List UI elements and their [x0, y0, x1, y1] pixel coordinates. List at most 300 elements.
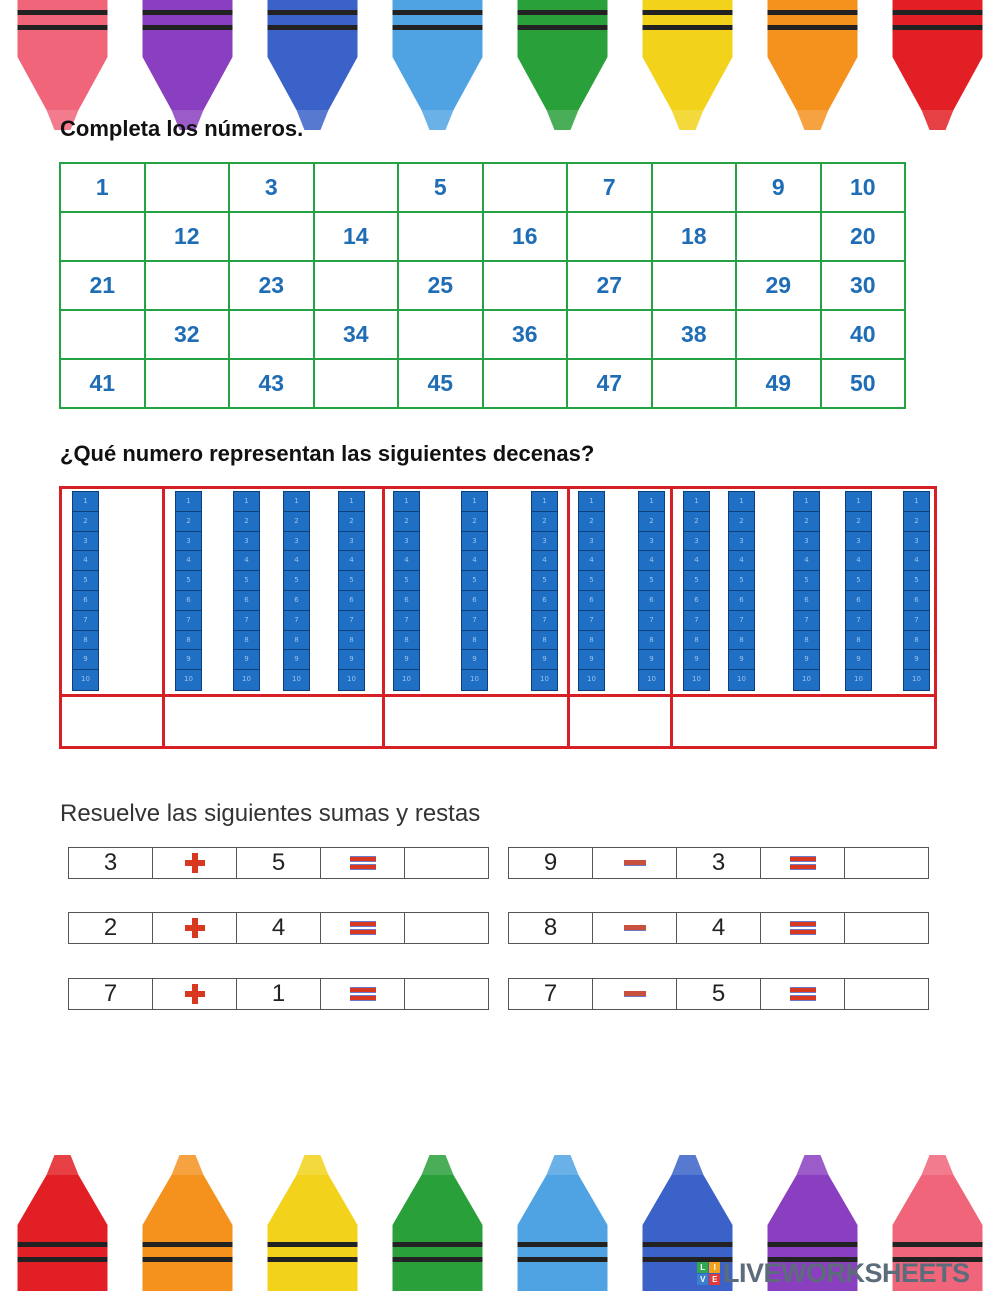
grid-blank-cell[interactable]: [145, 261, 230, 310]
unit-cube: 1: [284, 492, 309, 512]
grid-number-cell: 36: [483, 310, 568, 359]
logo-letter: L: [697, 1262, 708, 1273]
grid-title: Completa los números.: [60, 116, 304, 141]
crayon-2: [143, 1155, 233, 1291]
unit-cube: 1: [234, 492, 259, 512]
unit-cube: 5: [639, 571, 664, 591]
grid-number-cell: 43: [229, 359, 314, 408]
grid-number-cell: 50: [821, 359, 906, 408]
crayon-5: [518, 0, 608, 130]
crayon-3: [268, 1155, 358, 1291]
grid-blank-cell[interactable]: [567, 310, 652, 359]
unit-cube: 4: [904, 551, 929, 571]
equals-icon: [790, 856, 816, 870]
tens-blocks-panel: [59, 486, 937, 749]
unit-cube: 4: [73, 551, 98, 571]
grid-blank-cell[interactable]: [736, 212, 821, 261]
operator-cell: [593, 848, 677, 878]
unit-cube: 7: [73, 611, 98, 631]
subtraction-row: [508, 978, 929, 1010]
subtraction-row: [508, 847, 929, 879]
equals-icon: [350, 856, 376, 870]
unit-cube: 6: [394, 591, 419, 611]
ten-rod: [393, 491, 420, 691]
minus-icon: [624, 925, 646, 931]
unit-cube: 8: [339, 631, 364, 651]
unit-cube: 5: [234, 571, 259, 591]
operand-b: 5: [677, 979, 761, 1009]
unit-cube: 4: [176, 551, 201, 571]
unit-cube: 10: [587, 675, 596, 684]
unit-cube: 3: [904, 532, 929, 552]
grid-number-cell: 25: [398, 261, 483, 310]
operand-a: 9: [509, 848, 593, 878]
unit-cube: 4: [339, 551, 364, 571]
unit-cube: 5: [846, 571, 871, 591]
unit-cube: 8: [639, 631, 664, 651]
crayon-8: [893, 0, 983, 130]
grid-blank-cell[interactable]: [652, 359, 737, 408]
result-input[interactable]: [405, 979, 488, 1009]
unit-cube: 10: [184, 675, 193, 684]
unit-cube: 6: [532, 591, 557, 611]
unit-cube: 10: [692, 675, 701, 684]
equals-cell: [321, 848, 405, 878]
ten-rod: [175, 491, 202, 691]
unit-cube: 10: [81, 675, 90, 684]
unit-cube: 10: [802, 675, 811, 684]
unit-cube: 6: [639, 591, 664, 611]
operand-b: 1: [237, 979, 321, 1009]
unit-cube: 6: [729, 591, 754, 611]
unit-cube: 2: [729, 512, 754, 532]
plus-icon: [185, 918, 205, 938]
unit-cube: 6: [339, 591, 364, 611]
unit-cube: 2: [846, 512, 871, 532]
unit-cube: 8: [532, 631, 557, 651]
operand-a: 7: [69, 979, 153, 1009]
unit-cube: 10: [737, 675, 746, 684]
crayon-3: [268, 0, 358, 130]
operand-b: 5: [237, 848, 321, 878]
ten-rod: [283, 491, 310, 691]
ten-rod: [793, 491, 820, 691]
logo-letter: V: [697, 1274, 708, 1285]
grid-blank-cell[interactable]: [398, 310, 483, 359]
unit-cube: 5: [684, 571, 709, 591]
unit-cube: 10: [854, 675, 863, 684]
unit-cube: 4: [579, 551, 604, 571]
unit-cube: 2: [579, 512, 604, 532]
top-crayons-art: [0, 0, 1000, 135]
grid-number-cell: 20: [821, 212, 906, 261]
unit-cube: 9: [846, 650, 871, 670]
unit-cube: 3: [176, 532, 201, 552]
tens-group-2: [165, 489, 385, 694]
ten-rod: [845, 491, 872, 691]
grid-blank-cell[interactable]: [60, 310, 145, 359]
tens-answer-box-2[interactable]: [165, 694, 385, 746]
unit-cube: 5: [794, 571, 819, 591]
unit-cube: 1: [394, 492, 419, 512]
unit-cube: 3: [639, 532, 664, 552]
equals-icon: [790, 987, 816, 1001]
unit-cube: 9: [684, 650, 709, 670]
grid-row: [60, 163, 905, 212]
unit-cube: 8: [846, 631, 871, 651]
unit-cube: 6: [284, 591, 309, 611]
equals-cell: [761, 848, 845, 878]
grid-number-cell: 3: [229, 163, 314, 212]
unit-cube: 7: [729, 611, 754, 631]
grid-blank-cell[interactable]: [314, 261, 399, 310]
operator-cell: [153, 913, 237, 943]
unit-cube: 3: [846, 532, 871, 552]
operand-b: 3: [677, 848, 761, 878]
unit-cube: 9: [284, 650, 309, 670]
unit-cube: 5: [73, 571, 98, 591]
unit-cube: 2: [639, 512, 664, 532]
unit-cube: 4: [639, 551, 664, 571]
unit-cube: 10: [347, 675, 356, 684]
unit-cube: 2: [234, 512, 259, 532]
equals-cell: [761, 913, 845, 943]
result-input[interactable]: [845, 979, 928, 1009]
grid-number-cell: 23: [229, 261, 314, 310]
grid-number-cell: 21: [60, 261, 145, 310]
tens-group-3: [385, 489, 570, 694]
grid-row: [60, 212, 905, 261]
unit-cube: 3: [579, 532, 604, 552]
unit-cube: 8: [729, 631, 754, 651]
unit-cube: 9: [176, 650, 201, 670]
operator-cell: [593, 913, 677, 943]
unit-cube: 9: [462, 650, 487, 670]
grid-number-cell: 47: [567, 359, 652, 408]
crayon-6: [643, 0, 733, 130]
unit-cube: 10: [912, 675, 921, 684]
unit-cube: 2: [73, 512, 98, 532]
addition-row: [68, 847, 489, 879]
unit-cube: 5: [729, 571, 754, 591]
operand-a: 8: [509, 913, 593, 943]
subtraction-row: [508, 912, 929, 944]
equals-cell: [321, 979, 405, 1009]
unit-cube: 2: [462, 512, 487, 532]
unit-cube: 8: [284, 631, 309, 651]
unit-cube: 6: [846, 591, 871, 611]
ten-rod: [638, 491, 665, 691]
unit-cube: 10: [470, 675, 479, 684]
unit-cube: 6: [73, 591, 98, 611]
unit-cube: 7: [532, 611, 557, 631]
unit-cube: 1: [846, 492, 871, 512]
tens-group-5: [673, 489, 934, 694]
equals-icon: [790, 921, 816, 935]
watermark-text: LIVEWORKSHEETS: [723, 1258, 970, 1288]
grid-blank-cell[interactable]: [483, 261, 568, 310]
unit-cube: 10: [242, 675, 251, 684]
grid-row: [60, 310, 905, 359]
unit-cube: 6: [234, 591, 259, 611]
tens-answer-box-1[interactable]: [62, 694, 165, 746]
plus-icon: [185, 984, 205, 1004]
liveworksheets-logo-icon: [697, 1262, 720, 1285]
unit-cube: 6: [579, 591, 604, 611]
ten-rod: [338, 491, 365, 691]
unit-cube: 8: [904, 631, 929, 651]
operand-b: 4: [677, 913, 761, 943]
unit-cube: 9: [729, 650, 754, 670]
equals-icon: [350, 987, 376, 1001]
grid-number-cell: 49: [736, 359, 821, 408]
unit-cube: 2: [532, 512, 557, 532]
result-input[interactable]: [405, 913, 488, 943]
unit-cube: 9: [234, 650, 259, 670]
tens-answer-box-4[interactable]: [570, 694, 673, 746]
crayon-1: [18, 1155, 108, 1291]
grid-blank-cell[interactable]: [229, 310, 314, 359]
grid-row: [60, 359, 905, 408]
unit-cube: 5: [394, 571, 419, 591]
unit-cube: 3: [684, 532, 709, 552]
ten-rod: [72, 491, 99, 691]
grid-number-cell: 38: [652, 310, 737, 359]
unit-cube: 5: [462, 571, 487, 591]
unit-cube: 4: [532, 551, 557, 571]
unit-cube: 8: [684, 631, 709, 651]
unit-cube: 9: [394, 650, 419, 670]
unit-cube: 3: [394, 532, 419, 552]
unit-cube: 4: [394, 551, 419, 571]
unit-cube: 3: [73, 532, 98, 552]
unit-cube: 2: [394, 512, 419, 532]
unit-cube: 6: [176, 591, 201, 611]
unit-cube: 1: [794, 492, 819, 512]
unit-cube: 1: [579, 492, 604, 512]
unit-cube: 7: [639, 611, 664, 631]
unit-cube: 5: [904, 571, 929, 591]
unit-cube: 2: [284, 512, 309, 532]
unit-cube: 9: [639, 650, 664, 670]
grid-number-cell: 5: [398, 163, 483, 212]
unit-cube: 4: [684, 551, 709, 571]
addition-row: [68, 912, 489, 944]
grid-blank-cell[interactable]: [483, 359, 568, 408]
unit-cube: 3: [729, 532, 754, 552]
unit-cube: 2: [684, 512, 709, 532]
ten-rod: [531, 491, 558, 691]
grid-number-cell: 12: [145, 212, 230, 261]
crayon-2: [143, 0, 233, 130]
operand-a: 3: [69, 848, 153, 878]
operations-title: Resuelve las siguientes sumas y restas: [60, 800, 481, 827]
grid-blank-cell[interactable]: [652, 163, 737, 212]
operand-a: 2: [69, 913, 153, 943]
unit-cube: 7: [579, 611, 604, 631]
equals-cell: [761, 979, 845, 1009]
unit-cube: 3: [794, 532, 819, 552]
unit-cube: 7: [394, 611, 419, 631]
unit-cube: 4: [234, 551, 259, 571]
grid-blank-cell[interactable]: [567, 212, 652, 261]
grid-number-cell: 45: [398, 359, 483, 408]
unit-cube: 1: [176, 492, 201, 512]
grid-blank-cell[interactable]: [736, 310, 821, 359]
unit-cube: 3: [532, 532, 557, 552]
unit-cube: 7: [684, 611, 709, 631]
operator-cell: [153, 979, 237, 1009]
addition-row: [68, 978, 489, 1010]
unit-cube: 3: [284, 532, 309, 552]
unit-cube: 1: [462, 492, 487, 512]
unit-cube: 1: [73, 492, 98, 512]
unit-cube: 5: [339, 571, 364, 591]
unit-cube: 5: [176, 571, 201, 591]
unit-cube: 5: [579, 571, 604, 591]
operator-cell: [593, 979, 677, 1009]
crayon-1: [18, 0, 108, 130]
tens-group-4: [570, 489, 673, 694]
unit-cube: 3: [462, 532, 487, 552]
unit-cube: 9: [532, 650, 557, 670]
unit-cube: 2: [794, 512, 819, 532]
grid-number-cell: 18: [652, 212, 737, 261]
unit-cube: 1: [729, 492, 754, 512]
unit-cube: 6: [904, 591, 929, 611]
unit-cube: 8: [73, 631, 98, 651]
ten-rod: [903, 491, 930, 691]
unit-cube: 9: [904, 650, 929, 670]
grid-blank-cell[interactable]: [483, 163, 568, 212]
tens-answer-box-5[interactable]: [673, 694, 934, 746]
grid-number-cell: 7: [567, 163, 652, 212]
grid-row: [60, 261, 905, 310]
equals-icon: [350, 921, 376, 935]
unit-cube: 2: [176, 512, 201, 532]
unit-cube: 5: [532, 571, 557, 591]
crayon-4: [393, 1155, 483, 1291]
unit-cube: 10: [647, 675, 656, 684]
tens-group-1: [62, 489, 165, 694]
grid-number-cell: 27: [567, 261, 652, 310]
unit-cube: 1: [639, 492, 664, 512]
unit-cube: 8: [394, 631, 419, 651]
unit-cube: 5: [284, 571, 309, 591]
grid-number-cell: 30: [821, 261, 906, 310]
unit-cube: 6: [684, 591, 709, 611]
grid-number-cell: 32: [145, 310, 230, 359]
result-input[interactable]: [845, 848, 928, 878]
unit-cube: 8: [176, 631, 201, 651]
minus-icon: [624, 860, 646, 866]
tens-answer-box-3[interactable]: [385, 694, 570, 746]
unit-cube: 4: [794, 551, 819, 571]
unit-cube: 2: [339, 512, 364, 532]
unit-cube: 7: [904, 611, 929, 631]
grid-blank-cell[interactable]: [314, 359, 399, 408]
ten-rod: [683, 491, 710, 691]
grid-number-cell: 16: [483, 212, 568, 261]
logo-letter: I: [709, 1262, 720, 1273]
unit-cube: 7: [284, 611, 309, 631]
unit-cube: 9: [794, 650, 819, 670]
plus-icon: [185, 853, 205, 873]
minus-icon: [624, 991, 646, 997]
unit-cube: 10: [292, 675, 301, 684]
unit-cube: 9: [339, 650, 364, 670]
grid-blank-cell[interactable]: [652, 261, 737, 310]
operand-a: 7: [509, 979, 593, 1009]
grid-blank-cell[interactable]: [60, 212, 145, 261]
result-input[interactable]: [405, 848, 488, 878]
unit-cube: 1: [684, 492, 709, 512]
unit-cube: 4: [284, 551, 309, 571]
grid-blank-cell[interactable]: [314, 163, 399, 212]
unit-cube: 7: [234, 611, 259, 631]
ten-rod: [461, 491, 488, 691]
unit-cube: 10: [402, 675, 411, 684]
unit-cube: 7: [462, 611, 487, 631]
grid-number-cell: 9: [736, 163, 821, 212]
operator-cell: [153, 848, 237, 878]
unit-cube: 1: [339, 492, 364, 512]
logo-letter: E: [709, 1274, 720, 1285]
ten-rod: [728, 491, 755, 691]
unit-cube: 3: [339, 532, 364, 552]
crayon-7: [768, 0, 858, 130]
unit-cube: 4: [729, 551, 754, 571]
grid-blank-cell[interactable]: [398, 212, 483, 261]
unit-cube: 8: [579, 631, 604, 651]
grid-blank-cell[interactable]: [145, 359, 230, 408]
result-input[interactable]: [845, 913, 928, 943]
ten-rod: [578, 491, 605, 691]
grid-number-cell: 40: [821, 310, 906, 359]
top-crayon-border: [0, 0, 1000, 135]
grid-number-cell: 41: [60, 359, 145, 408]
tens-title: ¿Qué numero representan las siguientes decenas?: [60, 441, 595, 466]
crayon-5: [518, 1155, 608, 1291]
unit-cube: 7: [794, 611, 819, 631]
unit-cube: 2: [904, 512, 929, 532]
unit-cube: 3: [234, 532, 259, 552]
operand-b: 4: [237, 913, 321, 943]
grid-number-cell: 1: [60, 163, 145, 212]
unit-cube: 6: [462, 591, 487, 611]
grid-blank-cell[interactable]: [145, 163, 230, 212]
grid-blank-cell[interactable]: [229, 212, 314, 261]
crayon-4: [393, 0, 483, 130]
unit-cube: 4: [846, 551, 871, 571]
unit-cube: 8: [462, 631, 487, 651]
unit-cube: 8: [794, 631, 819, 651]
unit-cube: 7: [846, 611, 871, 631]
unit-cube: 9: [579, 650, 604, 670]
equals-cell: [321, 913, 405, 943]
grid-number-cell: 14: [314, 212, 399, 261]
unit-cube: 1: [532, 492, 557, 512]
unit-cube: 8: [234, 631, 259, 651]
unit-cube: 9: [73, 650, 98, 670]
grid-number-cell: 10: [821, 163, 906, 212]
grid-number-cell: 29: [736, 261, 821, 310]
unit-cube: 1: [904, 492, 929, 512]
unit-cube: 7: [339, 611, 364, 631]
unit-cube: 4: [462, 551, 487, 571]
unit-cube: 6: [794, 591, 819, 611]
unit-cube: 10: [540, 675, 549, 684]
